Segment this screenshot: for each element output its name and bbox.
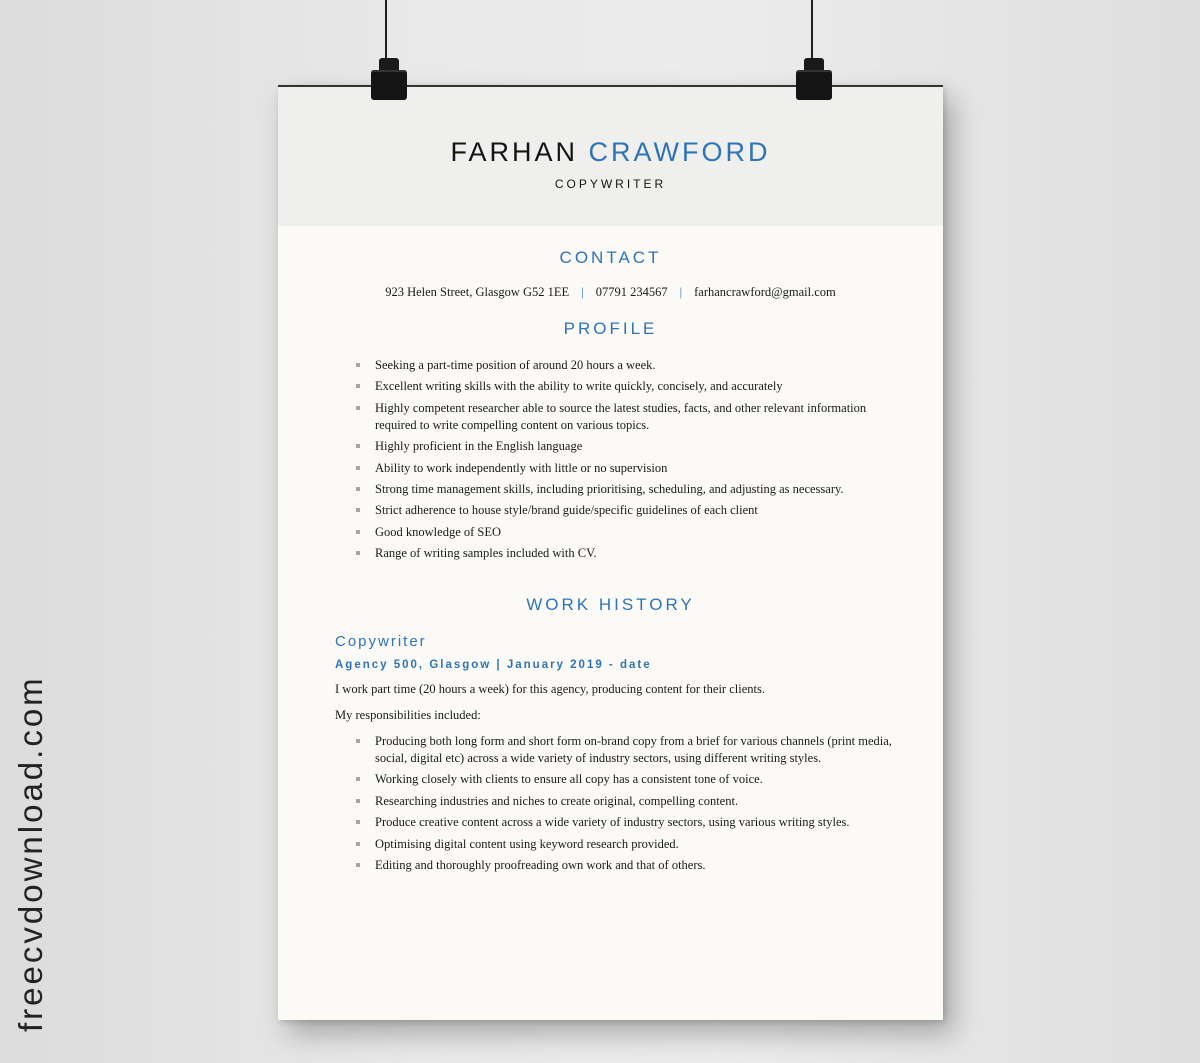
last-name: CRAWFORD: [588, 137, 771, 167]
contact-heading: CONTACT: [559, 248, 662, 267]
work-history-heading: WORK HISTORY: [526, 595, 695, 614]
watermark-text: freecvdownload.com: [12, 675, 49, 1032]
list-item: Ability to work independently with little or no supervision: [354, 460, 884, 477]
list-item: Optimising digital content using keyword research provided.: [354, 836, 894, 853]
contact-separator: |: [679, 285, 683, 299]
contact-address: 923 Helen Street, Glasgow G52 1EE: [385, 285, 570, 299]
list-item: Editing and thoroughly proofreading own work and that of others.: [354, 857, 894, 874]
contact-line: [278, 285, 943, 300]
list-item: Researching industries and niches to create original, compelling content.: [354, 793, 894, 810]
hanging-wire-right: [811, 0, 813, 62]
resume-name: [278, 137, 943, 168]
contact-separator: |: [581, 285, 584, 299]
contact-phone: 07791 234567: [595, 285, 668, 299]
job-role: Copywriter: [335, 633, 427, 650]
job-summary: I work part time (20 hours a week) for this agency, producing content for their clients.: [335, 682, 765, 696]
hanging-wire-left: [385, 0, 387, 62]
list-item: Highly proficient in the English language: [354, 438, 884, 455]
binder-clip-right: [796, 58, 832, 100]
binder-clip-left: [371, 58, 407, 100]
job-employer-dates: Agency 500, Glasgow | January 2019 - date: [335, 659, 652, 671]
list-item: Highly competent researcher able to source the latest studies, facts, and other relevant information required to write compelling content on various topics.: [354, 400, 884, 434]
responsibilities-intro: My responsibilities included:: [335, 708, 481, 722]
resume-paper: [278, 85, 943, 1020]
list-item: Range of writing samples included with CV.: [354, 545, 884, 562]
list-item: Strict adherence to house style/brand guide/specific guidelines of each client: [354, 502, 884, 519]
contact-email: farhancrawford@gmail.com: [694, 285, 836, 299]
list-item: Good knowledge of SEO: [354, 524, 884, 541]
first-name: FARHAN: [450, 137, 579, 167]
profile-heading: PROFILE: [563, 319, 658, 338]
list-item: Seeking a part-time position of around 20 hours a week.: [354, 357, 884, 374]
job-title-heading: COPYWRITER: [554, 177, 667, 191]
list-item: Working closely with clients to ensure all copy has a consistent tone of voice.: [354, 771, 894, 788]
list-item: Excellent writing skills with the ability to write quickly, concisely, and accurately: [354, 378, 884, 395]
profile-list: [354, 357, 884, 567]
list-item: Producing both long form and short form on-brand copy from a brief for various channels (print media, social, digital etc) across a wide variety of industry sectors, using different writing styles.: [354, 733, 894, 767]
list-item: Produce creative content across a wide variety of industry sectors, using various writing styles.: [354, 814, 894, 831]
list-item: Strong time management skills, including prioritising, scheduling, and adjusting as necessary.: [354, 481, 884, 498]
responsibilities-list: [354, 733, 894, 878]
